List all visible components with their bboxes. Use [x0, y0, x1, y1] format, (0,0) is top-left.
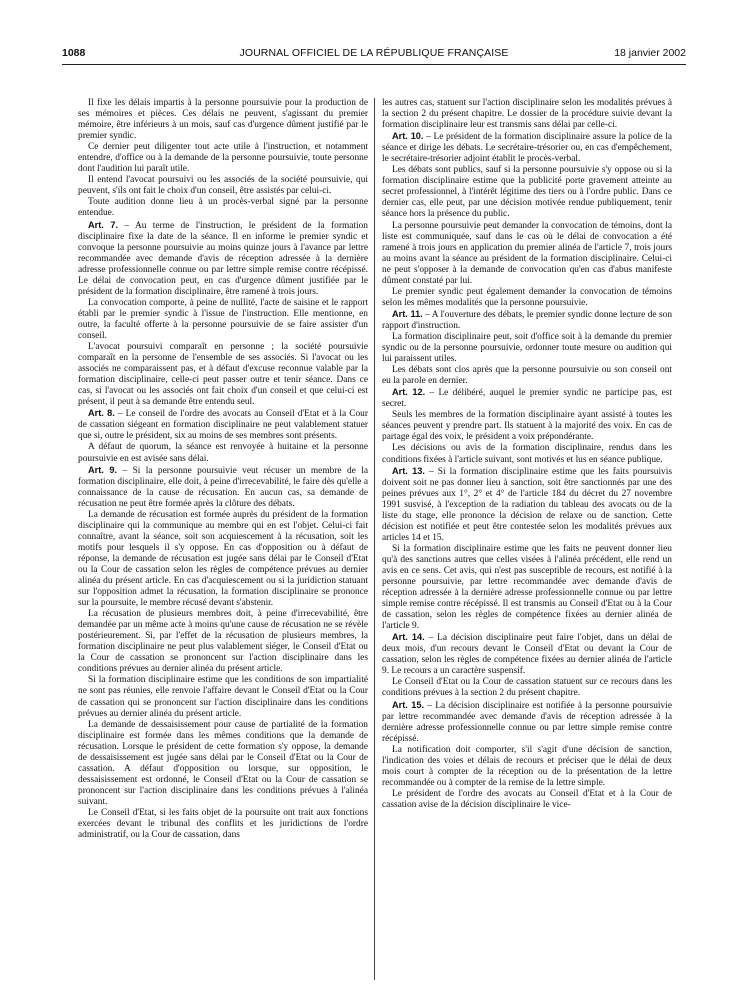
paragraph: [78, 720, 368, 808]
paragraph: [382, 98, 672, 131]
paragraph-text: Le Conseil d'Etat ou la Cour de cassation statuent sur ce recours dans les conditions prévues à la section 2 du présent chapitre.: [382, 677, 672, 699]
article-number: Art. 14.: [392, 632, 425, 643]
paragraph: [382, 387, 672, 410]
paragraph-text: La notification doit comporter, s'il s'agit d'une décision de sanction, l'indication des voies et délais de recours et préciser que le délai de deux mois court à compter de la réception ou de la présentation de la lettre recommandée ou à compter de la remise de la lettre simple.: [382, 744, 672, 788]
paragraph-text: – La décision disciplinaire peut faire l'objet, dans un délai de deux mois, d'un recours devant le Conseil d'Etat ou devant la Cour de cassation, selon les règles de compétence fixées au dernier alinéa de l'article 9. Le recours a un caractère suspensif.: [382, 633, 672, 677]
paragraph-text: les autres cas, statuent sur l'action disciplinaire selon les modalités prévues à la section 2 du présent chapitre. Le dossier de la procédure suivie devant la formation disciplinaire leur est transmis sans délai par celle-ci.: [382, 98, 672, 131]
paragraph: [78, 298, 368, 342]
paragraph-text: La demande de dessaisissement pour cause de partialité de la formation disciplinaire est formée dans les mêmes conditions que la demande de récusation. Lorsque le président de cette formation s'y oppose, la demande de dessaisissement est jugée sans délai par le Conseil d'Etat ou la Cour de cassation. A défaut d'opposition ou lorsque, sur opposition, le dessaisissement est ordonné, le Conseil d'Etat ou la Cour de cassation se prononcent sur l'action disciplinaire dans les conditions prévues à l'alinéa suivant.: [78, 719, 368, 807]
paragraph: [382, 165, 672, 220]
paragraph-text: Si la formation disciplinaire estime que les conditions de son impartialité ne sont pas réunies, elle renvoie l'affaire devant le Conseil d'Etat ou la Cour de cassation qui se prononcent sur l'action disciplinaire dans les conditions prévues au dernier alinéa du présent article.: [78, 675, 368, 719]
paragraph-text: L'avocat poursuivi comparaît en personne ; la société poursuivie comparaît en la personne de l'ensemble de ses associés. Si l'avocat ou les associés ne comparaissent pas, et à défaut d'excuse reconnue valable par la formation disciplinaire, celle-ci peut passer outre et tenir séance. Dans ce cas, si l'avocat ou les associés ont fait choix d'un conseil et que celui-ci est présent, il peut à sa demande être entendu seul.: [78, 342, 368, 408]
paragraph: [78, 808, 368, 841]
page-header: [62, 46, 686, 62]
paragraph: [382, 221, 672, 287]
paragraph-text: Les décisions ou avis de la formation disciplinaire, rendus dans les conditions fixées à l'article suivant, sont motivés et lus en séance publique.: [382, 443, 672, 465]
paragraph-text: Il entend l'avocat poursuivi ou les associés de la société poursuivie, qui peuvent, s'ils ont fait le choix d'un conseil, être assistés par celui-ci.: [78, 175, 368, 197]
paragraph-text: – Au terme de l'instruction, le président de la formation disciplinaire fixe la date de la séance. Il en informe le premier syndic et convoque la personne poursuivie au moins quinze jours à l'avance par lettre recommandée avec demande d'avis de réception adressée à la dernière adresse professionnelle connue ou par lettre simple remise contre récépissé. Le délai de convocation peut, en cas d'urgence dûment justifiée par le président de la formation disciplinaire, être ramené à trois jours.: [78, 220, 368, 297]
article-number: Art. 7.: [88, 219, 119, 230]
paragraph-text: – Le président de la formation disciplinaire assure la police de la séance et dirige les débats. Le secrétaire-trésorier ou, en cas d'empêchement, le secrétaire-trésorier adjoint établit le procès-verbal.: [382, 132, 672, 165]
article-number: Art. 9.: [88, 464, 118, 475]
paragraph: [382, 677, 672, 699]
column-divider: [374, 98, 375, 980]
paragraph: [382, 443, 672, 465]
paragraph: [78, 609, 368, 675]
article-number: Art. 15.: [392, 699, 425, 710]
paragraph: [78, 342, 368, 408]
paragraph: [78, 510, 368, 609]
paragraph-text: – La décision disciplinaire est notifiée à la personne poursuivie par lettre recommandée avec demande d'avis de réception adressée à la dernière adresse professionnelle connue ou par lettre simple remise contre récépissé.: [382, 700, 672, 744]
paragraph-text: Le Conseil d'Etat, si les faits objet de la poursuite ont trait aux fonctions exercées devant le tribunal des conflits et les juridictions de l'ordre administratif, ou la Cour de cassation, dans: [78, 808, 368, 841]
paragraph-text: – Le conseil de l'ordre des avocats au Conseil d'Etat et à la Cour de cassation siégeant en formation disciplinaire ne peut valablement statuer que si, outre le président, six au moins de ses membres sont présents.: [78, 409, 368, 442]
paragraph-text: – A l'ouverture des débats, le premier syndic donne lecture de son rapport d'instruction.: [382, 309, 672, 331]
paragraph: [78, 675, 368, 719]
paragraph-text: Ce dernier peut diligenter tout acte utile à l'instruction, et notamment entendre, d'office ou à la demande de la personne poursuivie, toute personne dont l'audition lui paraît utile.: [78, 142, 368, 175]
paragraph: [382, 632, 672, 677]
paragraph-text: La demande de récusation est formée auprès du président de la formation disciplinaire qui la communique au membre qui en est l'objet. Celui-ci fait connaître, avant la séance, soit son acquiescement à la récusation, soit les motifs pour lesquels il s'y oppose. En cas d'opposition ou à défaut de réponse, la demande de récusation est jugée sans délai par le Conseil d'Etat ou la Cour de cassation selon les règles de compétence prévues au dernier alinéa du présent article. En cas d'acquiescement ou si la juridiction statuant sur l'opposition admet la récusation, la formation disciplinaire se prononce sur la poursuite, le membre récusé devant s'abstenir.: [78, 509, 368, 609]
article-number: Art. 12.: [392, 387, 426, 398]
header-rule: [62, 64, 686, 65]
paragraph: [78, 197, 368, 219]
paragraph-text: Le président de l'ordre des avocats au Conseil d'Etat et à la Cour de cassation avise de la décision disciplinaire le vice-: [382, 788, 672, 810]
paragraph: [382, 789, 672, 811]
paragraph: [78, 220, 368, 298]
paragraph-text: Il fixe les délais impartis à la personne poursuivie pour la production de ses mémoires et pièces. Ces délais ne peuvent, s'agissant du premier mémoire, être inférieurs à un mois, sauf cas d'urgence dûment justifié par le premier syndic.: [78, 98, 368, 142]
paragraph: [382, 410, 672, 443]
paragraph-text: – Si la personne poursuivie veut récuser un membre de la formation disciplinaire, elle doit, à peine d'irrecevabilité, le faire dès qu'elle a connaissance de la cause de récusation. En aucun cas, sa demande de récusation ne peut être formée après la clôture des débats.: [78, 465, 368, 509]
article-number: Art. 11.: [392, 308, 423, 319]
publication-date: 18 janvier 2002: [614, 47, 686, 59]
paragraph: [382, 700, 672, 745]
right-column: [382, 98, 672, 980]
paragraph: [78, 465, 368, 510]
paragraph-text: Le premier syndic peut également demander la convocation de témoins selon les mêmes modalités que la personne poursuivie.: [382, 286, 672, 308]
paragraph: [382, 466, 672, 544]
paragraph-text: A défaut de quorum, la séance est renvoyée à huitaine et la personne poursuivie en est avisée sans délai.: [78, 442, 368, 464]
paragraph-text: – Le délibéré, auquel le premier syndic ne participe pas, est secret.: [382, 388, 672, 410]
paragraph: [78, 408, 368, 442]
article-number: Art. 13.: [392, 465, 425, 476]
paragraph-text: La convocation comporte, à peine de nullité, l'acte de saisine et le rapport établi par le premier syndic à l'issue de l'instruction. Elle mentionne, en outre, la faculté offerte à la personne poursuivie de se faire assister d'un conseil.: [78, 297, 368, 341]
left-column: [78, 98, 368, 980]
paragraph: [382, 332, 672, 365]
journal-title: JOURNAL OFFICIEL DE LA RÉPUBLIQUE FRANÇAISE: [239, 47, 509, 59]
paragraph-text: Seuls les membres de la formation disciplinaire ayant assisté à toutes les séances peuvent y prendre part. Ils statuent à la majorité des voix. En cas de partage égal des voix, le président a voix prépondérante.: [382, 410, 672, 443]
paragraph: [382, 131, 672, 165]
paragraph-text: Si la formation disciplinaire estime que les faits ne peuvent donner lieu qu'à des sanctions autres que celles visées à l'alinéa précédent, elle rend un avis en ce sens. Cet avis, qui n'est pas susceptible de recours, est notifié à la personne poursuivie, par lettre recommandée avec demande d'avis de réception adressée à la dernière adresse professionnelle connue ou par lettre simple remise contre récépissé. Il est transmis au Conseil d'Etat ou à la Cour de cassation, selon les règles de compétence fixées au dernier alinéa de l'article 9.: [382, 543, 672, 632]
article-number: Art. 8.: [88, 408, 115, 419]
paragraph-text: – Si la formation disciplinaire estime que les faits poursuivis doivent soit ne pas donner lieu à sanction, soit être sanctionnés par une des peines prévues aux 1°, 2° et 4° de l'article 184 du décret du 27 novembre 1991 susvisé, à l'exception de la radiation du tableau des avocats ou de la liste du stage, elle prononce la décision de relaxe ou de sanction. Cette décision est notifiée et peut être contestée selon les modalités prévues aux articles 14 et 15.: [382, 466, 672, 543]
paragraph: [78, 98, 368, 142]
paragraph-text: La récusation de plusieurs membres doit, à peine d'irrecevabilité, être demandée par un même acte à moins qu'une cause de récusation ne se révèle postérieurement. Si, par l'effet de la récusation de plusieurs membres, la formation disciplinaire ne peut plus valablement siéger, le Conseil d'Etat ou la Cour de cassation se prononcent sur l'action disciplinaire dans les conditions prévues au dernier alinéa du présent article.: [78, 609, 368, 675]
paragraph: [78, 175, 368, 197]
paragraph: [382, 544, 672, 632]
page-number: 1088: [62, 47, 86, 59]
paragraph-text: La formation disciplinaire peut, soit d'office soit à la demande du premier syndic ou de la personne poursuivie, ordonner toute mesure ou audition qui lui paraissent utiles.: [382, 331, 672, 365]
paragraph: [382, 365, 672, 387]
paragraph-text: La personne poursuivie peut demander la convocation de témoins, dont la liste est communiquée, sauf dans le cas où le délai de convocation a été ramené à trois jours en application du premier alinéa de l'article 7, trois jours au moins avant la séance au président de la formation disciplinaire. Celui-ci ne peut s'opposer à la demande de convocation qu'en cas d'abus manifeste dûment constaté par lui.: [382, 220, 672, 286]
article-number: Art. 10.: [392, 131, 424, 142]
paragraph: [382, 287, 672, 309]
paragraph-text: Toute audition donne lieu à un procès-verbal signé par la personne entendue.: [78, 197, 368, 219]
paragraph: [382, 309, 672, 332]
paragraph-text: Les débats sont clos après que la personne poursuivie ou son conseil ont eu la parole en dernier.: [382, 365, 672, 387]
paragraph: [382, 745, 672, 789]
paragraph: [78, 442, 368, 464]
paragraph: [78, 142, 368, 175]
paragraph-text: Les débats sont publics, sauf si la personne poursuivie s'y oppose ou si la formation disciplinaire estime que la publicité porte gravement atteinte au secret professionnel, à l'intérêt légitime des tiers ou à l'ordre public. Dans ce dernier cas, elle peut, par une décision motivée rendue publiquement, tenir séance hors la présence du public.: [382, 165, 672, 220]
